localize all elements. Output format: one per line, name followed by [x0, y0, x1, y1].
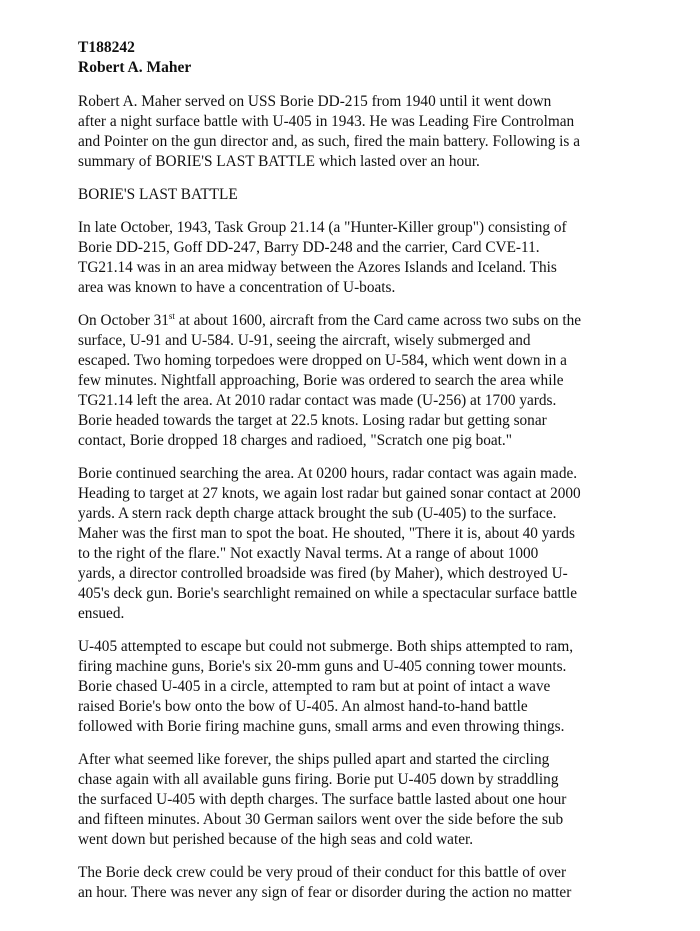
paragraph-continued-search: Borie continued searching the area. At 0200 hours, radar contact was again made. Heading to target at 27 knots, we again lost radar but gained sonar contact at 2000 yards. A stern rack depth charge attack brought the sub (U-405) to the surface. Maher was the first man to spot the boat. He shouted, "There it is, about 40 yards to the right of the flare." Not exactly Naval terms. At a range of about 1000 yards, a director controlled broadside was fired (by Maher), which destroyed U- 405's deck gun. Borie's searchlight remained on while a spectacular surface battle ensued. — [78, 465, 581, 622]
p2-superscript: st — [168, 310, 175, 321]
paragraph-deck-crew: The Borie deck crew could be very proud of their conduct for this battle of over an hour. There was never any sign of fear or disorder during the action no matter — [78, 864, 572, 901]
paragraph-circling-chase: After what seemed like forever, the ships pulled apart and started the circling chase again with all available guns firing. Borie put U-405 down by straddling the surfaced U-405 with depth charges. The surface battle lasted about one hour and fifteen minutes. About 30 German sailors went over the side before the sub went down but perished because of the high seas and cold water. — [78, 751, 567, 848]
document-header — [78, 38, 663, 78]
paragraph-october-31 — [78, 311, 663, 451]
intro-paragraph: Robert A. Maher served on USS Borie DD-215 from 1940 until it went down after a night surface battle with U-405 in 1943. He was Leading Fire Controlman and Pointer on the gun director and, as such, fired the main battery. Following is a summary of BORIE'S LAST BATTLE which lasted over an hour. — [78, 93, 580, 170]
section-title: BORIE'S LAST BATTLE — [78, 186, 238, 203]
paragraph-escape-attempt: U-405 attempted to escape but could not submerge. Both ships attempted to ram, firing machine guns, Borie's six 20-mm guns and U-405 conning tower mounts. Borie chased U-405 in a circle, attempted to ram but at point of intact a wave raised Borie's bow onto the bow of U-405. An almost hand-to-hand battle followed with Borie firing machine guns, small arms and even throwing things. — [78, 638, 574, 735]
p2-rest: at about 1600, aircraft from the Card came across two subs on the surface, U-91 and U-584. U-91, seeing the aircraft, wisely submerged and escaped. Two homing torpedoes were dropped on U-584, which went down in a few minutes. Nightfall approaching, Borie was ordered to search the area while TG21.14 left the area. At 2010 radar contact was made (U-256) at 1700 yards. Borie headed towards the target at 22.5 knots. Losing radar but getting sonar contact, Borie dropped 18 charges and radioed, "Scratch one pig boat." — [78, 312, 582, 449]
paragraph-task-group: In late October, 1943, Task Group 21.14 (a "Hunter-Killer group") consisting of Borie DD-215, Goff DD-247, Barry DD-248 and the carrier, Card CVE-11. TG21.14 was in an area midway between the Azores Islands and Iceland. This area was known to have a concentration of U-boats. — [78, 219, 567, 296]
document-id: T188242 — [78, 39, 135, 56]
document-page — [78, 38, 663, 916]
p2-lead: On October 31 — [78, 312, 169, 329]
author-name: Robert A. Maher — [78, 59, 192, 76]
